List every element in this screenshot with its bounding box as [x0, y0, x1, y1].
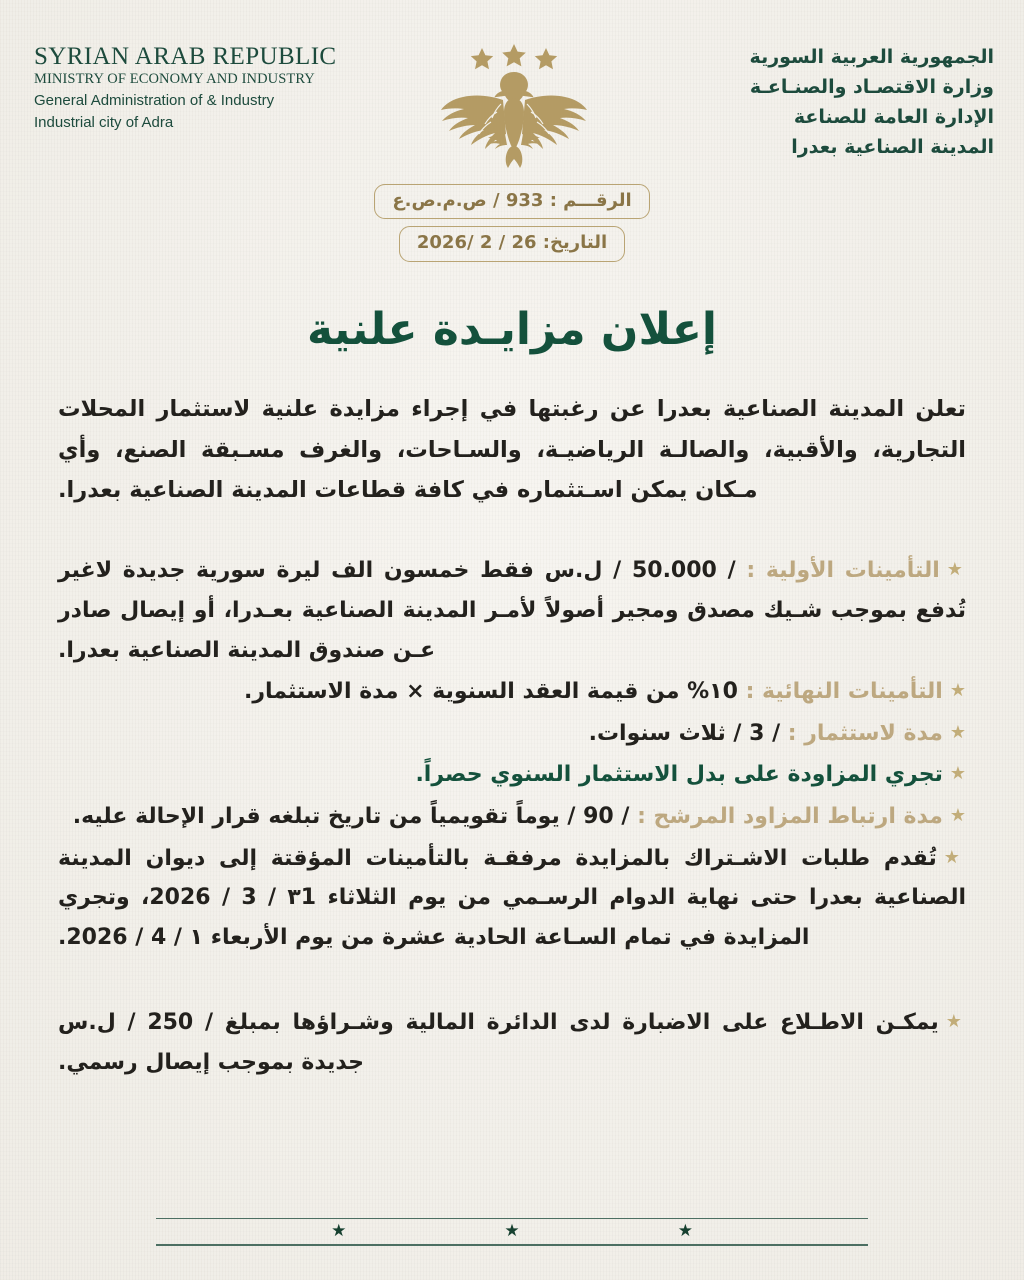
bullet-text-final-insurance: ١0% من قيمة العقد السنوية × مدة الاستثمار.: [243, 679, 746, 705]
syrian-eagle-emblem: [439, 42, 589, 170]
document-body: [0, 389, 1024, 1218]
bullet-auction-basis: [58, 755, 966, 795]
footer-star-row: [156, 1219, 868, 1244]
header-arabic-block: [664, 40, 994, 162]
page-title: إعلان مزايـدة علنية: [306, 303, 717, 355]
header-en-country: SYRIAN ARAB REPUBLIC: [34, 43, 337, 70]
bullet-list: [58, 551, 966, 957]
star-bullet-icon: ★: [949, 680, 966, 702]
header-en-city: Industrial city of Adra: [34, 113, 174, 131]
header-ar-country: الجمهورية العربية السورية: [749, 46, 994, 68]
bullet-bidder-commitment: [58, 797, 966, 837]
document-footer: [156, 1218, 868, 1246]
header-en-administration: General Administration of & Industry: [34, 91, 275, 109]
bullet-label-initial-insurance: التأمينات الأولية :: [746, 558, 940, 584]
header-ar-administration: الإدارة العامة للصناعة: [793, 106, 994, 129]
star-bullet-icon: ★: [946, 559, 967, 581]
bullet-submission-deadline: [58, 839, 966, 958]
header-ar-ministry: وزارة الاقتصـاد والصنـاعـة: [749, 76, 994, 99]
bullet-label-final-insurance: التأمينات النهائية :: [745, 679, 943, 705]
star-bullet-icon: ★: [945, 1011, 966, 1033]
bullet-text-investment-duration: / 3 / ثلاث سنوات.: [588, 720, 788, 746]
header-ar-city: المدينة الصناعية بعدرا: [791, 136, 994, 159]
bullet-final-insurance: [58, 672, 966, 712]
star-bullet-icon: ★: [943, 846, 966, 868]
star-bullet-icon: ★: [949, 763, 966, 785]
reference-block: [0, 184, 1024, 262]
bullet-text-auction-basis: تجري المزاودة على بدل الاستثمار السنوي حصراً.: [415, 762, 943, 788]
bullet-text-initial-insurance: / 50.000 / ل.س فقط خمسون الف ليرة سورية جديدة لاغير تُدفع بموجب شـيك مصدق ومجير أصولاً لأمـر المدينة الصناعية بعـدرا، أو إيصال صادر عـن صندوق المدينة الصناعية بعدرا.: [58, 558, 966, 663]
footer-star-icon-2: ★: [504, 1221, 520, 1242]
bullet-investment-duration: [58, 714, 966, 754]
emblem-star-right: [535, 48, 557, 69]
bullet-label-investment-duration: مدة لاستثمار :: [787, 720, 943, 746]
emblem-container: [439, 40, 589, 170]
bullet-text-submission-deadline: تُقدم طلبات الاشـتراك بالمزايدة مرفقـة بالتأمينات المؤقتة إلى ديوان المدينة الصناعية بعدرا حتى نهاية الدوام الرسـمي من يوم الثلاثاء ٣1 / 3 / 2026، وتجري المزايدة في تمام السـاعة الحادية عشرة من يوم الأربعاء ١ / 4 / 2026.: [58, 845, 967, 950]
footer-star-icon-3: ★: [331, 1221, 347, 1242]
bullet-label-bidder-commitment: مدة ارتباط المزاود المرشح :: [637, 803, 943, 829]
star-bullet-icon: ★: [949, 804, 966, 826]
header-english-block: [34, 40, 364, 133]
closing-text: يمكـن الاطـلاع على الاضبارة لدى الدائرة المالية وشـراؤها بمبلغ / 250 / ل.س جديدة بموجب إيصال رسمي.: [58, 1010, 939, 1075]
reference-date-box: التاريخ: 26 / 2 /2026: [399, 226, 625, 261]
bullet-initial-insurance: [58, 551, 966, 670]
footer-star-icon-1: ★: [677, 1221, 693, 1242]
reference-number-box: الرقـــم : 933 / ص.م.ص.ع: [374, 184, 649, 219]
header-en-ministry: MINISTRY OF ECONOMY AND INDUSTRY: [34, 71, 315, 88]
emblem-star-center: [502, 44, 526, 66]
emblem-star-left: [471, 48, 493, 69]
intro-paragraph: تعلن المدينة الصناعية بعدرا عن رغبتها في إجراء مزايدة علنية لاستثمار المحلات التجارية، والأقبية، والصالـة الرياضيـة، والسـاحات، والغرف مسـبقة الصنع، وأي مـكان يمكن اسـتثماره في كافة قطاعات المدينة الصناعية بعدرا.: [58, 395, 966, 504]
closing-paragraph: [58, 1003, 966, 1082]
bullet-text-bidder-commitment: / 90 / يوماً تقويمياً من تاريخ تبلغه قرار الإحالة عليه.: [72, 803, 638, 829]
footer-rule-bottom: [156, 1244, 868, 1246]
document-header: [0, 0, 1024, 159]
star-bullet-icon: ★: [949, 721, 966, 743]
